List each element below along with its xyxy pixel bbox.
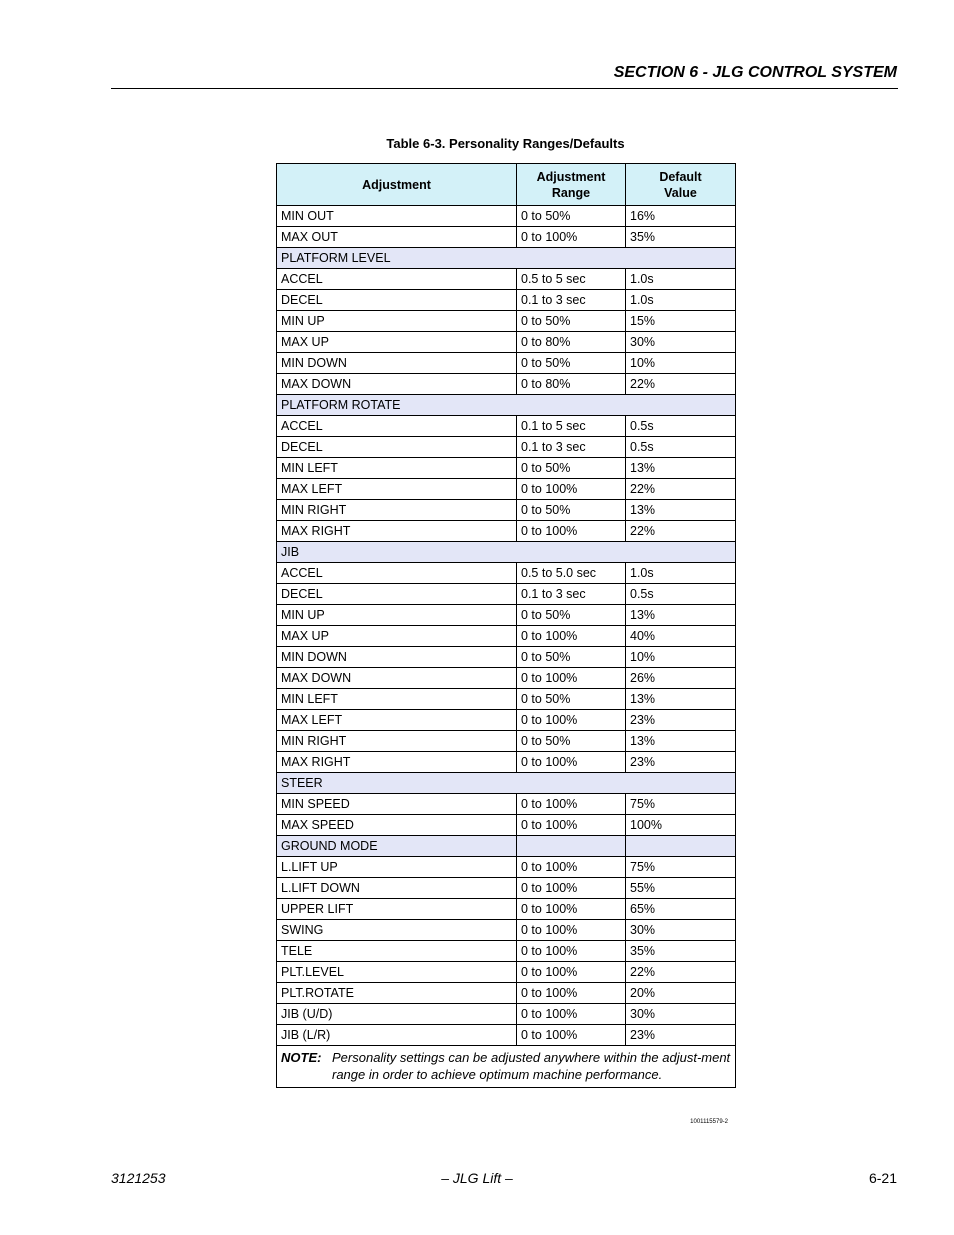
group-row	[277, 773, 736, 794]
table-row	[277, 1025, 736, 1046]
adjustment-cell: MIN DOWN	[277, 353, 517, 374]
table-row	[277, 815, 736, 836]
default-cell: 30%	[626, 332, 736, 353]
note-text: Personality settings can be adjusted anywhere within the adjust-ment range in order to achieve optimum machine performance.	[332, 1050, 731, 1082]
table-row	[277, 731, 736, 752]
footer-page-number: 6-21	[868, 1170, 897, 1186]
range-cell	[517, 836, 626, 857]
adjustment-cell: MAX RIGHT	[277, 752, 517, 773]
adjustment-cell: MIN LEFT	[277, 689, 517, 710]
note-label: NOTE:	[281, 1050, 322, 1065]
default-cell: 30%	[626, 920, 736, 941]
adjustment-cell: DECEL	[277, 290, 517, 311]
adjustment-cell: ACCEL	[277, 416, 517, 437]
adjustment-cell: MIN UP	[277, 311, 517, 332]
personality-table	[276, 163, 736, 1088]
default-cell: 75%	[626, 857, 736, 878]
range-cell: 0 to 50%	[517, 206, 626, 227]
table-row	[277, 458, 736, 479]
table-row	[277, 920, 736, 941]
table-row	[277, 983, 736, 1004]
default-cell: 1.0s	[626, 563, 736, 584]
footer-doc-number: 3121253	[111, 1170, 166, 1186]
adjustment-cell: UPPER LIFT	[277, 899, 517, 920]
default-cell: 20%	[626, 983, 736, 1004]
default-cell: 26%	[626, 668, 736, 689]
range-cell: 0 to 100%	[517, 1004, 626, 1025]
table-row	[277, 332, 736, 353]
range-cell: 0 to 50%	[517, 353, 626, 374]
group-row	[277, 248, 736, 269]
table-row	[277, 584, 736, 605]
group-label: PLATFORM ROTATE	[277, 395, 736, 416]
default-cell: 35%	[626, 227, 736, 248]
table-row	[277, 710, 736, 731]
default-cell: 22%	[626, 479, 736, 500]
table-row	[277, 605, 736, 626]
range-cell: 0 to 50%	[517, 689, 626, 710]
adjustment-cell: TELE	[277, 941, 517, 962]
adjustment-cell: PLT.ROTATE	[277, 983, 517, 1004]
group-label: PLATFORM LEVEL	[277, 248, 736, 269]
default-cell	[626, 836, 736, 857]
range-cell: 0 to 100%	[517, 794, 626, 815]
table-row	[277, 437, 736, 458]
note-cell	[277, 1046, 736, 1088]
range-cell: 0 to 50%	[517, 605, 626, 626]
default-cell: 10%	[626, 647, 736, 668]
default-cell: 65%	[626, 899, 736, 920]
range-cell: 0 to 100%	[517, 983, 626, 1004]
range-cell: 0 to 100%	[517, 227, 626, 248]
table-row	[277, 353, 736, 374]
table-row	[277, 626, 736, 647]
adjustment-cell: L.LIFT DOWN	[277, 878, 517, 899]
default-cell: 0.5s	[626, 437, 736, 458]
table-header-row	[277, 164, 736, 206]
range-cell: 0 to 100%	[517, 920, 626, 941]
default-cell: 23%	[626, 752, 736, 773]
table-row	[277, 374, 736, 395]
range-cell: 0 to 100%	[517, 1025, 626, 1046]
table-row	[277, 479, 736, 500]
table-row	[277, 794, 736, 815]
table-row	[277, 311, 736, 332]
adjustment-cell: MAX LEFT	[277, 710, 517, 731]
default-cell: 1.0s	[626, 269, 736, 290]
adjustment-cell: SWING	[277, 920, 517, 941]
range-cell: 0 to 50%	[517, 647, 626, 668]
group-label: GROUND MODE	[277, 836, 517, 857]
table-row	[277, 1004, 736, 1025]
default-cell: 75%	[626, 794, 736, 815]
adjustment-cell: MAX OUT	[277, 227, 517, 248]
header-rule	[111, 88, 898, 89]
table-row	[277, 416, 736, 437]
range-cell: 0.1 to 3 sec	[517, 437, 626, 458]
column-header-adjustment: Adjustment	[277, 164, 517, 206]
default-cell: 30%	[626, 1004, 736, 1025]
default-cell: 22%	[626, 521, 736, 542]
default-cell: 40%	[626, 626, 736, 647]
adjustment-cell: MAX RIGHT	[277, 521, 517, 542]
adjustment-cell: MAX UP	[277, 332, 517, 353]
group-label: STEER	[277, 773, 736, 794]
table-row	[277, 752, 736, 773]
range-cell: 0.5 to 5.0 sec	[517, 563, 626, 584]
adjustment-cell: ACCEL	[277, 269, 517, 290]
table-body	[277, 206, 736, 1046]
table-row	[277, 227, 736, 248]
adjustment-cell: ACCEL	[277, 563, 517, 584]
adjustment-cell: MIN DOWN	[277, 647, 517, 668]
column-header-range: Adjustment Range	[517, 164, 626, 206]
range-cell: 0 to 100%	[517, 941, 626, 962]
range-cell: 0 to 100%	[517, 668, 626, 689]
range-cell: 0 to 100%	[517, 815, 626, 836]
default-cell: 10%	[626, 353, 736, 374]
adjustment-cell: DECEL	[277, 584, 517, 605]
group-label: JIB	[277, 542, 736, 563]
default-cell: 55%	[626, 878, 736, 899]
default-cell: 22%	[626, 374, 736, 395]
adjustment-cell: MAX UP	[277, 626, 517, 647]
table-row	[277, 269, 736, 290]
adjustment-cell: MAX SPEED	[277, 815, 517, 836]
default-cell: 0.5s	[626, 416, 736, 437]
default-cell: 16%	[626, 206, 736, 227]
range-cell: 0.1 to 3 sec	[517, 584, 626, 605]
adjustment-cell: MIN RIGHT	[277, 500, 517, 521]
adjustment-cell: MIN RIGHT	[277, 731, 517, 752]
table-row	[277, 668, 736, 689]
range-cell: 0 to 50%	[517, 731, 626, 752]
note-row	[277, 1046, 736, 1088]
table-row	[277, 500, 736, 521]
range-cell: 0 to 100%	[517, 479, 626, 500]
section-title: SECTION 6 - JLG CONTROL SYSTEM	[613, 64, 897, 81]
group-row	[277, 542, 736, 563]
default-cell: 13%	[626, 605, 736, 626]
table-row	[277, 962, 736, 983]
default-cell: 100%	[626, 815, 736, 836]
adjustment-cell: MAX DOWN	[277, 374, 517, 395]
range-cell: 0 to 100%	[517, 710, 626, 731]
figure-id: 1001115579-2	[690, 1119, 728, 1125]
table-row	[277, 290, 736, 311]
range-cell: 0 to 100%	[517, 857, 626, 878]
range-cell: 0.1 to 3 sec	[517, 290, 626, 311]
adjustment-cell: JIB (L/R)	[277, 1025, 517, 1046]
range-cell: 0.5 to 5 sec	[517, 269, 626, 290]
adjustment-cell: MIN OUT	[277, 206, 517, 227]
range-cell: 0 to 100%	[517, 899, 626, 920]
range-cell: 0.1 to 5 sec	[517, 416, 626, 437]
footer-center-text: – JLG Lift –	[441, 1170, 513, 1186]
range-cell: 0 to 50%	[517, 311, 626, 332]
table-row	[277, 857, 736, 878]
range-cell: 0 to 80%	[517, 374, 626, 395]
table-row	[277, 521, 736, 542]
default-cell: 15%	[626, 311, 736, 332]
default-cell: 22%	[626, 962, 736, 983]
range-cell: 0 to 100%	[517, 962, 626, 983]
default-cell: 13%	[626, 731, 736, 752]
default-cell: 35%	[626, 941, 736, 962]
adjustment-cell: MIN UP	[277, 605, 517, 626]
default-cell: 1.0s	[626, 290, 736, 311]
table-row	[277, 206, 736, 227]
range-cell: 0 to 100%	[517, 752, 626, 773]
table-row	[277, 689, 736, 710]
group-row	[277, 395, 736, 416]
table-row	[277, 563, 736, 584]
table-row	[277, 941, 736, 962]
table-row	[277, 647, 736, 668]
table-row	[277, 878, 736, 899]
default-cell: 13%	[626, 500, 736, 521]
range-cell: 0 to 100%	[517, 878, 626, 899]
adjustment-cell: MAX LEFT	[277, 479, 517, 500]
range-cell: 0 to 80%	[517, 332, 626, 353]
table-row	[277, 899, 736, 920]
column-header-default: Default Value	[626, 164, 736, 206]
range-cell: 0 to 100%	[517, 626, 626, 647]
range-cell: 0 to 100%	[517, 521, 626, 542]
default-cell: 13%	[626, 689, 736, 710]
adjustment-cell: DECEL	[277, 437, 517, 458]
range-cell: 0 to 50%	[517, 458, 626, 479]
default-cell: 0.5s	[626, 584, 736, 605]
adjustment-cell: JIB (U/D)	[277, 1004, 517, 1025]
default-cell: 23%	[626, 710, 736, 731]
adjustment-cell: PLT.LEVEL	[277, 962, 517, 983]
group-row	[277, 836, 736, 857]
table-caption: Table 6-3. Personality Ranges/Defaults	[386, 136, 625, 151]
adjustment-cell: MIN LEFT	[277, 458, 517, 479]
default-cell: 13%	[626, 458, 736, 479]
default-cell: 23%	[626, 1025, 736, 1046]
range-cell: 0 to 50%	[517, 500, 626, 521]
adjustment-cell: MAX DOWN	[277, 668, 517, 689]
adjustment-cell: L.LIFT UP	[277, 857, 517, 878]
adjustment-cell: MIN SPEED	[277, 794, 517, 815]
